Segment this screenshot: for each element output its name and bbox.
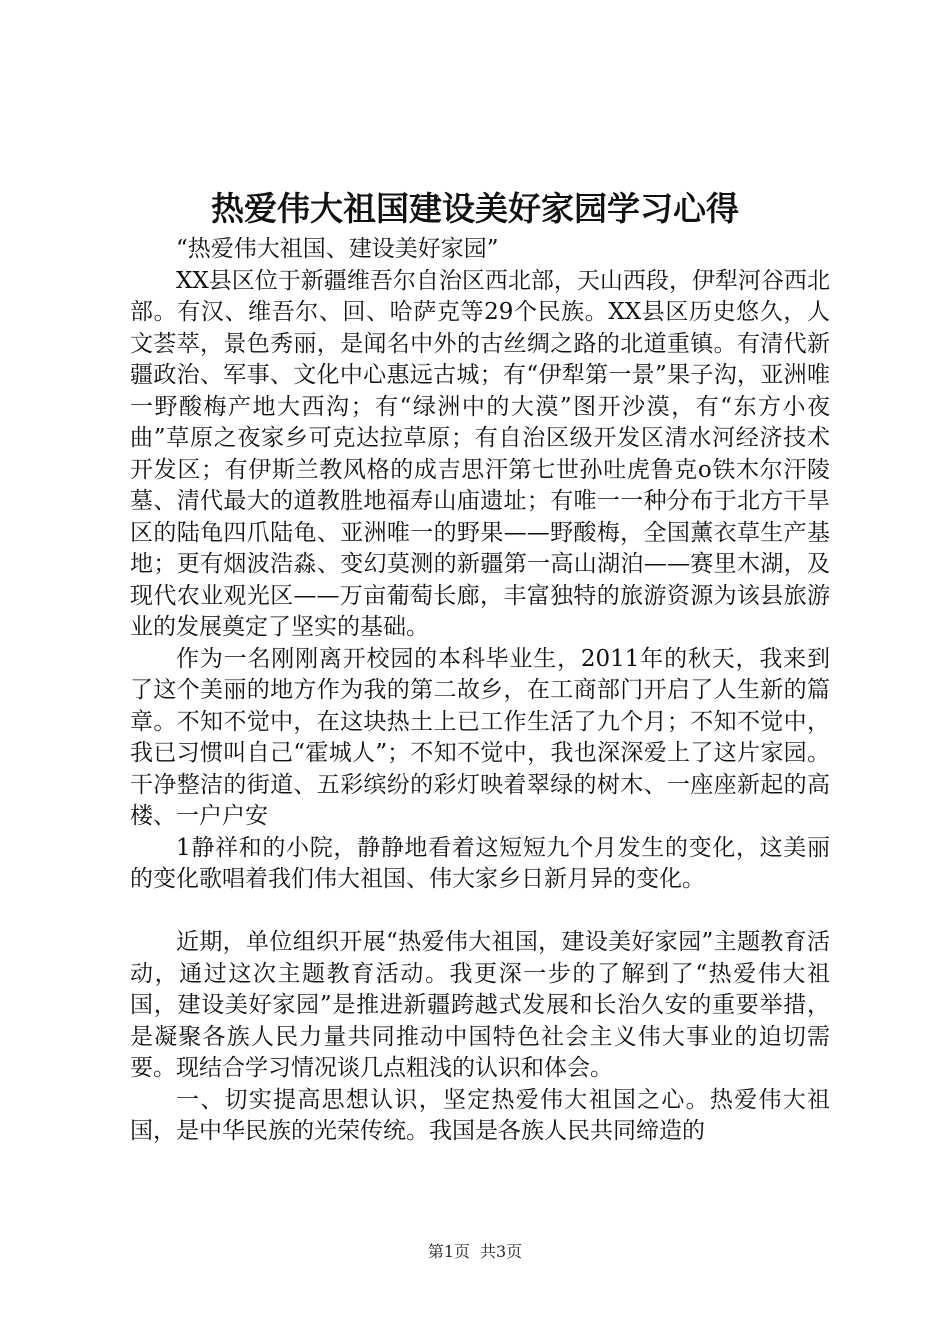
page-footer	[0, 1241, 950, 1263]
document-body	[130, 234, 830, 1148]
paragraph-intro: XX县区位于新疆维吾尔自治区西北部，天山西段，伊犁河谷西北部。有汉、维吾尔、回、哈萨克等29个民族。XX县区历史悠久，人文荟萃，景色秀丽，是闻名中外的古丝绸之路的北道重镇。有清代新疆政治、军事、文化中心惠远古城；有“伊犁第一景”果子沟，亚洲唯一野酸梅产地大西沟；有“绿洲中的大漠”图开沙漠，有“东方小夜曲”草原之夜家乡可克达拉草原；有自治区级开发区清水河经济技术开发区；有伊斯兰教风格的成吉思汗第七世孙吐虎鲁克o铁木尔汗陵墓、清代最大的道教胜地福寿山庙遗址；有唯一一种分布于北方干旱区的陆龟四爪陆龟、亚洲唯一的野果——野酸梅，全国薰衣草生产基地；更有烟波浩淼、变幻莫测的新疆第一高山湖泊——赛里木湖，及现代农业观光区——万亩葡萄长廊，丰富独特的旅游资源为该县旅游业的发展奠定了坚实的基础。	[130, 267, 830, 640]
page-number-current: 第1页	[427, 1242, 470, 1261]
document-title: 热爱伟大祖国建设美好家园学习心得	[211, 189, 739, 228]
paragraph-subtitle: “热爱伟大祖国、建设美好家园”	[176, 236, 499, 262]
paragraph-personal: 作为一名刚刚离开校园的本科毕业生，2011年的秋天，我来到了这个美丽的地方作为我的第二故乡，在工商部门开启了人生新的篇章。不知不觉中，在这块热土上已工作生活了九个月；不知不觉中，我已习惯叫自己“霍城人”；不知不觉中，我也深深爱上了这片家园。干净整洁的街道、五彩缤纷的彩灯映着翠绿的树木、一座座新起的高楼、一户户安	[130, 645, 830, 829]
paragraph-section-one: 一、切实提高思想认识，坚定热爱伟大祖国之心。热爱伟大祖国，是中华民族的光荣传统。我国是各族人民共同缔造的	[130, 1086, 830, 1144]
page-number-total: 共3页	[480, 1242, 523, 1261]
paragraph-continuation: 1静祥和的小院，静静地看着这短短九个月发生的变化，这美丽的变化歌唱着我们伟大祖国、伟大家乡日新月异的变化。	[130, 834, 830, 892]
paragraph-activity: 近期，单位组织开展“热爱伟大祖国，建设美好家园”主题教育活动，通过这次主题教育活动。我更深一步的了解到了“热爱伟大祖国，建设美好家园”是推进新疆跨越式发展和长治久安的重要举措，是凝聚各族人民力量共同推动中国特色社会主义伟大事业的迫切需要。现结合学习情况谈几点粗浅的认识和体会。	[130, 929, 830, 1081]
